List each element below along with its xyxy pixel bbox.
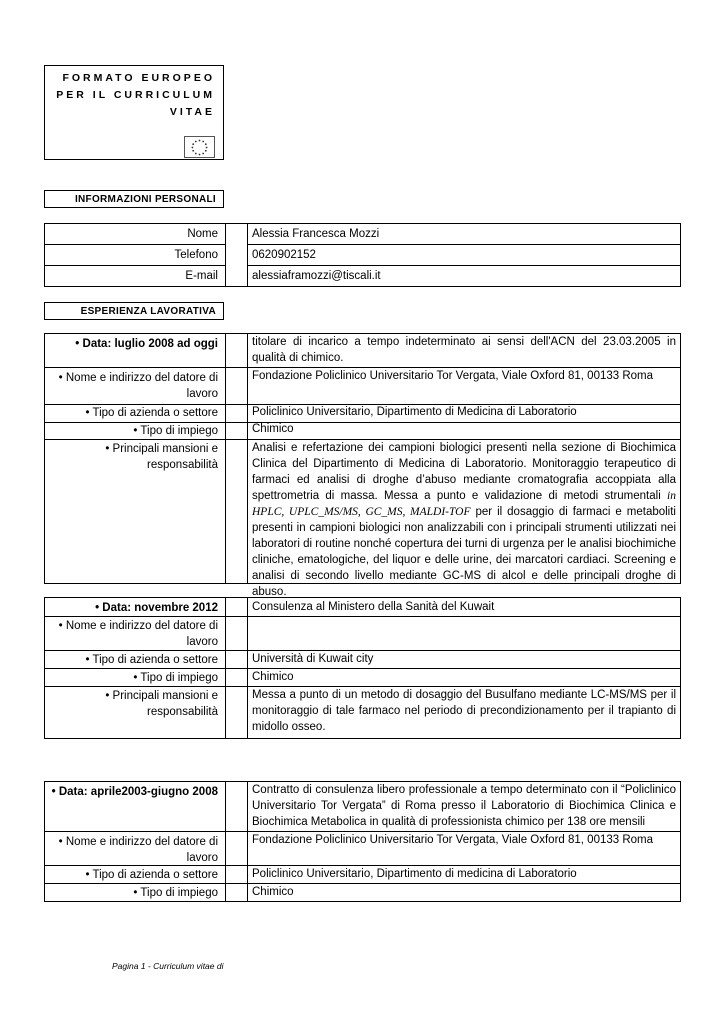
job1-type-value: Chimico xyxy=(252,423,294,435)
job1-date-label: • Data: luglio 2008 ad oggi xyxy=(75,338,218,350)
job1-sector-label: • Tipo di azienda o settore xyxy=(85,407,218,419)
section-work-experience: ESPERIENZA LAVORATIVA xyxy=(44,302,224,320)
job1-sector-value: Policlinico Universitario, Dipartimento di Medicina di Laboratorio xyxy=(252,406,577,418)
email-label: E-mail xyxy=(185,270,218,282)
job1-duties-text-b: per il dosaggio di farmaci e metaboliti presenti in campioni biologici non analizzabili con i principali strumenti utilizzati nei laboratori di routine nonché copertura dei turni di urgenza per le analisi biochimiche cliniche, ematologiche, del liquor e delle urine, dei marcatori cardiaci. Screening e analisi di secondo livello mediante GC-MS di alcol e delle principali droghe di abuso. xyxy=(252,506,676,598)
job1-type-label: • Tipo di impiego xyxy=(133,425,218,437)
phone-value: 0620902152 xyxy=(252,249,316,261)
job1-employer-label: • Nome e indirizzo del datore di lavoro xyxy=(58,372,218,400)
job1-duties-value xyxy=(248,440,680,600)
job2-date-label: • Data: novembre 2012 xyxy=(95,602,218,614)
job-entry-3 xyxy=(44,781,681,902)
job3-type-value: Chimico xyxy=(252,886,294,898)
job3-sector-value: Policlinico Universitario, Dipartimento di medicina di Laboratorio xyxy=(252,868,577,880)
job-entry-1 xyxy=(44,333,681,598)
email-value[interactable]: alessiaframozzi@tiscali.it xyxy=(252,270,381,282)
cv-title-line3: VITAE xyxy=(169,106,215,118)
job2-duties-value: Messa a punto di un metodo di dosaggio del Busulfano mediante LC-MS/MS per il monitoraggio di tale farmaco nel periodo di precondizionamento per il trapianto di midollo osseo. xyxy=(252,689,676,733)
job3-employer-label: • Nome e indirizzo del datore di lavoro xyxy=(58,836,218,864)
cv-title-line2: PER IL CURRICULUM xyxy=(56,89,215,101)
cv-title-line1: FORMATO EUROPEO xyxy=(62,72,215,84)
job3-sector-label: • Tipo di azienda o settore xyxy=(85,869,218,881)
job1-duties-methods: in HPLC, UPLC_MS/MS, GC_MS, MALDI-TOF xyxy=(252,490,676,518)
cv-header-box xyxy=(44,65,224,160)
job2-sector-value: Università di Kuwait city xyxy=(252,653,374,665)
job2-duties-label: • Principali mansioni e responsabilità xyxy=(105,690,218,718)
section-personal-info: INFORMAZIONI PERSONALI xyxy=(44,190,224,208)
personal-info-table xyxy=(44,223,681,287)
job3-type-label: • Tipo di impiego xyxy=(133,887,218,899)
job1-duties-text-a: Analisi e refertazione dei campioni biologici presenti nella sezione di Biochimica Clinica del Dipartimento di Medicina di Laboratorio. Monitoraggio terapeutico di farmaci ed analisi di droghe d’abuso mediante cromatografia accoppiata alla spettrometria di massa. Messa a punto e validazione di metodi strumentali xyxy=(252,442,676,502)
name-value: Alessia Francesca Mozzi xyxy=(252,228,380,240)
job2-type-label: • Tipo di impiego xyxy=(133,672,218,684)
job2-type-value: Chimico xyxy=(252,671,294,683)
job2-date-value: Consulenza al Ministero della Sanità del Kuwait xyxy=(252,601,495,613)
job1-employer-value: Fondazione Policlinico Universitario Tor Vergata, Viale Oxford 81, 00133 Roma xyxy=(252,370,654,382)
job3-date-label: • Data: aprile2003-giugno 2008 xyxy=(51,786,218,798)
name-label: Nome xyxy=(187,228,218,240)
eu-flag-icon xyxy=(184,136,215,158)
page-footer: Pagina 1 - Curriculum vitae di xyxy=(112,961,224,971)
job1-date-value: titolare di incarico a tempo indeterminato ai sensi dell'ACN del 23.03.2005 in qualità di chimico. xyxy=(252,336,676,364)
job3-date-value: Contratto di consulenza libero professionale a tempo determinato con il “Policlinico Universitario Tor Vergata” di Roma presso il Laboratorio di Biochimica Clinica e Biochimica Metabolica in qualità di professionista chimico per 138 ore mensili xyxy=(252,784,676,828)
job3-employer-value: Fondazione Policlinico Universitario Tor Vergata, Viale Oxford 81, 00133 Roma xyxy=(252,834,654,846)
job2-employer-label: • Nome e indirizzo del datore di lavoro xyxy=(58,620,218,648)
job2-sector-label: • Tipo di azienda o settore xyxy=(85,654,218,666)
job1-duties-label: • Principali mansioni e responsabilità xyxy=(105,443,218,471)
job-entry-2 xyxy=(44,597,681,739)
phone-label: Telefono xyxy=(174,249,218,261)
